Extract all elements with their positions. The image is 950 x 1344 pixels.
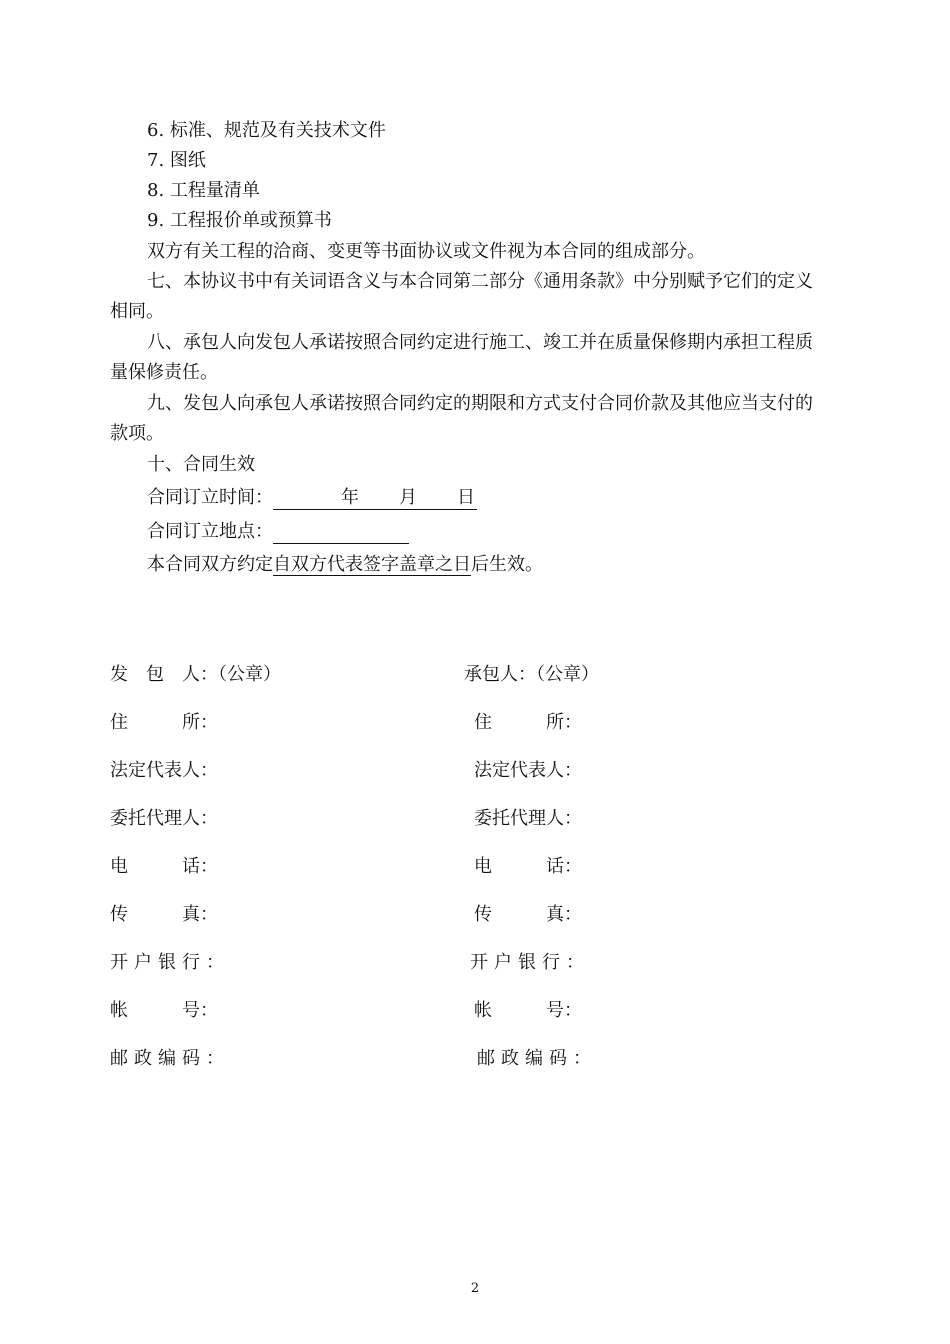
clause-9-line-2: 款项。 xyxy=(110,423,164,444)
contractor-postcode-label: 邮政编码： xyxy=(477,1048,597,1069)
effective-condition: 自双方代表签字盖章之日 xyxy=(273,554,471,575)
effective-clause xyxy=(147,554,543,576)
contractor-address-label: 住 所： xyxy=(474,712,582,733)
employer-account-label: 帐 号： xyxy=(110,1000,218,1021)
contractor-party-label: 承包人：（公章） xyxy=(464,664,599,685)
employer-legal-rep-label: 法定代表人： xyxy=(110,760,218,781)
clause-7-line-2: 相同。 xyxy=(110,301,164,322)
employer-bank-label: 开户银行： xyxy=(110,952,230,973)
signing-time-label: 合同订立时间： xyxy=(147,487,273,508)
effective-suffix: 后生效。 xyxy=(471,554,543,575)
contractor-agent-label: 委托代理人： xyxy=(474,808,582,829)
signing-place-label: 合同订立地点： xyxy=(147,521,273,542)
signing-date-field[interactable] xyxy=(273,487,477,510)
effective-prefix: 本合同双方约定 xyxy=(147,554,273,575)
clause-9-line-1: 九、发包人向承包人承诺按照合同约定的期限和方式支付合同价款及其他应当支付的 xyxy=(147,393,813,414)
employer-fax-label: 传 真： xyxy=(110,904,218,925)
employer-postcode-label: 邮政编码： xyxy=(110,1048,230,1069)
day-label: 日 xyxy=(457,487,475,508)
signing-time-row xyxy=(147,487,477,510)
clause-7-line-1: 七、本协议书中有关词语含义与本合同第二部分《通用条款》中分别赋予它们的定义 xyxy=(147,271,813,292)
employer-phone-label: 电 话： xyxy=(110,856,218,877)
list-item-standards: 6. 标准、规范及有关技术文件 xyxy=(147,120,386,141)
contractor-account-label: 帐 号： xyxy=(474,1000,582,1021)
month-label: 月 xyxy=(399,487,417,508)
list-item-bill-of-quantities: 8. 工程量清单 xyxy=(147,180,260,201)
employer-agent-label: 委托代理人： xyxy=(110,808,218,829)
employer-party-label: 发 包 人：（公章） xyxy=(110,664,281,685)
list-item-drawings: 7. 图纸 xyxy=(147,150,206,171)
clause-8-line-2: 量保修责任。 xyxy=(110,362,218,383)
signing-place-field[interactable] xyxy=(273,521,409,544)
clause-10-heading: 十、合同生效 xyxy=(147,454,255,475)
contractor-bank-label: 开户银行： xyxy=(470,952,590,973)
contractor-phone-label: 电 话： xyxy=(474,856,582,877)
clause-8-line-1: 八、承包人向发包人承诺按照合同约定进行施工、竣工并在质量保修期内承担工程质 xyxy=(147,332,813,353)
signing-place-row xyxy=(147,521,409,544)
employer-address-label: 住 所： xyxy=(110,712,218,733)
year-label: 年 xyxy=(341,487,359,508)
contractor-legal-rep-label: 法定代表人： xyxy=(474,760,582,781)
page-number: 2 xyxy=(470,1281,480,1296)
contractor-fax-label: 传 真： xyxy=(474,904,582,925)
negotiation-paragraph: 双方有关工程的洽商、变更等书面协议或文件视为本合同的组成部分。 xyxy=(147,241,705,262)
list-item-quotation: 9. 工程报价单或预算书 xyxy=(147,210,332,231)
